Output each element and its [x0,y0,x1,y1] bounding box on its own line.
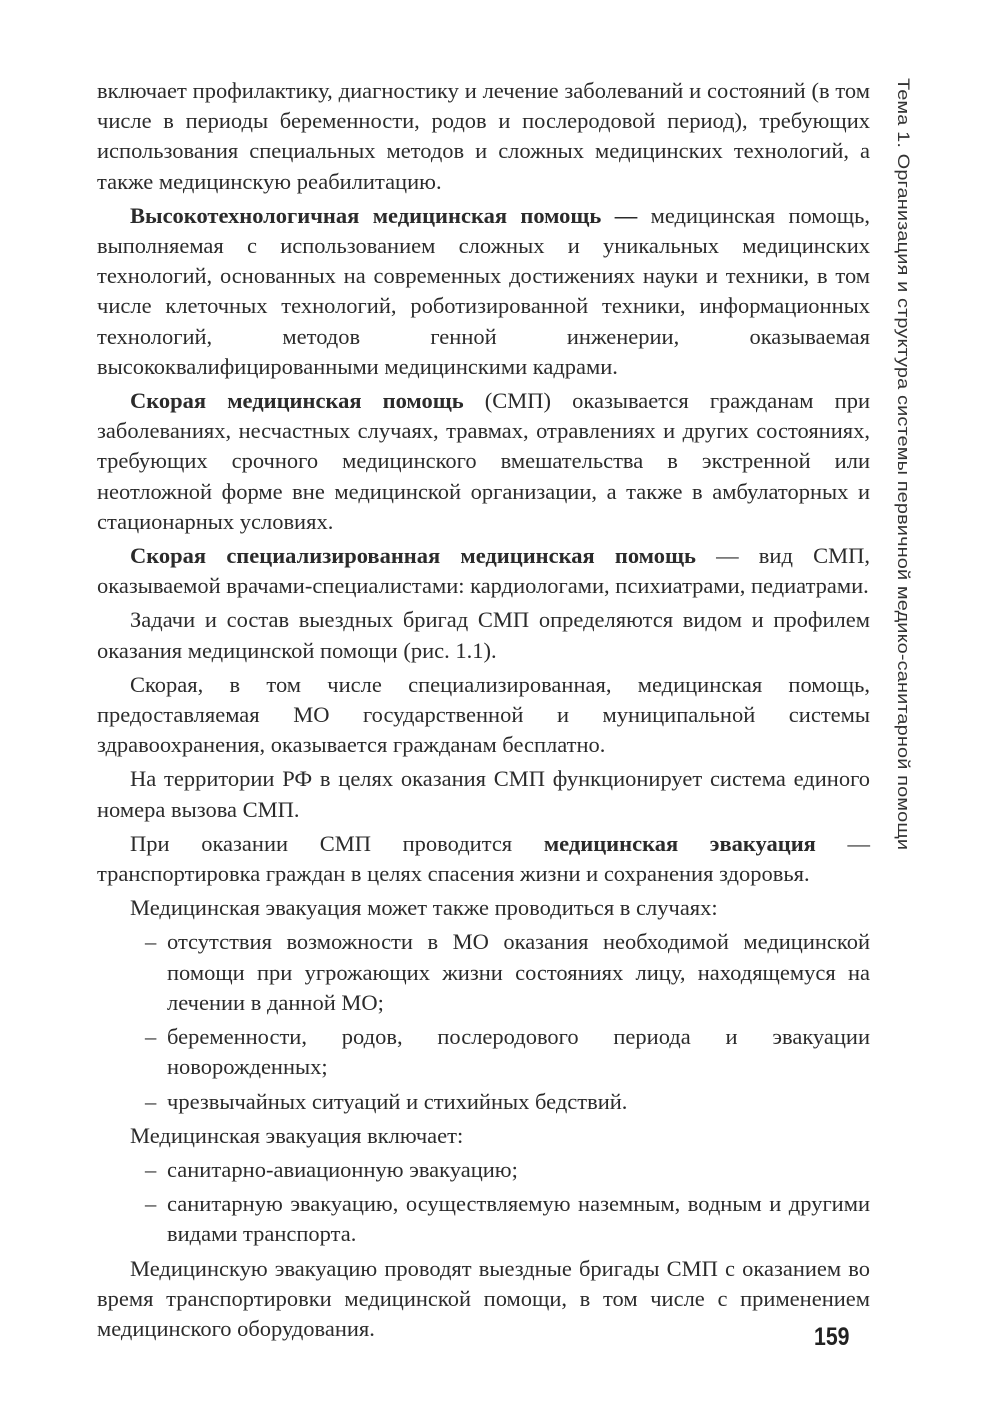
term-high-tech-care: Высокотехнологичная медицинская помощь — [130,202,638,228]
list-item [97,1022,870,1082]
list-item-text: беременности, родов, послеродового периода и эвакуации новорожденных; [167,1024,870,1080]
paragraph-specialized-emergency-care [97,541,870,601]
list-evacuation-types [97,1155,870,1250]
list-item-text: чрезвычайных ситуаций и стихийных бедствий. [167,1088,628,1114]
definition-medical-evacuation: — транспортировка граждан в целях спасения жизни и сохранения здоровья. [97,830,871,887]
paragraph-free-care: Скорая, в том числе специализированная, медицинская помощь, предоставляемая МО государственной и муниципальной системы здравоохранения, оказывается гражданам бесплатно. [97,671,870,758]
paragraph-team-tasks: Задачи и состав выездных бригад СМП определяются видом и профилем оказания медицинской помощи (рис. 1.1). [97,607,870,663]
dash-bullet: – [145,1024,157,1050]
evacuation-lead: При оказании СМП проводится [130,830,544,856]
paragraph-single-number: На территории РФ в целях оказания СМП функционирует система единого номера вызова СМП. [97,766,870,822]
dash-bullet: – [145,1191,157,1217]
paragraph-high-tech-care [97,201,870,382]
list-item-text: санитарную эвакуацию, осуществляемую наземным, водным и другими видами транспорта. [167,1191,870,1247]
dash-bullet: – [145,929,157,955]
paragraph-continuation: включает профилактику, диагностику и лечение заболеваний и состояний (в том числе в периоды беременности, родов и послеродовой период), требующих использования специальных методов и сложных медицинских технологий, а также медицинскую реабилитацию. [97,78,870,194]
paragraph-evacuation-teams: Медицинскую эвакуацию проводят выездные бригады СМП с оказанием во время транспортировки медицинской помощи, в том числе с применением медицинского оборудования. [97,1255,870,1341]
definition-specialized-emergency-care: — вид СМП, оказываемой врачами-специалистами: кардиологами, психиатрами, педиатрами. [97,543,870,599]
definition-high-tech-care: медицинская помощь, выполняемая с использованием сложных и уникальных медицинских технологий, основанных на современных достижениях науки и техники, в том числе клеточных технологий, роботизированной техники, информационных технологий, методов генной инженерии, оказываемая высококвалифицированными медицинскими кадрами. [97,202,871,379]
list-item [97,927,870,1018]
dash-bullet: – [145,1156,157,1182]
list-intro-cases: Медицинская эвакуация может также проводиться в случаях: [130,895,718,921]
page-number: 159 [814,1323,850,1351]
paragraph-evacuation [97,829,870,889]
term-emergency-care: Скорая медицинская помощь [130,388,464,414]
term-medical-evacuation: медицинская эвакуация [543,830,816,856]
list-intro-includes: Медицинская эвакуация включает: [130,1122,464,1148]
list-item [97,1155,870,1185]
list-evacuation-cases [97,927,870,1116]
paragraph-emergency-care [97,386,870,537]
list-item [97,1189,870,1249]
running-header: Тема 1. Организация и структура системы первичной медико-санитарной помощи [893,78,913,851]
list-item-text: отсутствия возможности в МО оказания необходимой медицинской помощи при угрожающих жизни состояниях лицу, находящемуся на лечении в данной МО; [167,929,870,1015]
term-specialized-emergency-care: Скорая специализированная медицинская помощь [130,543,696,569]
list-item-text: санитарно-авиационную эвакуацию; [167,1156,518,1182]
body-text [97,76,870,1348]
definition-emergency-care: (СМП) оказывается гражданам при заболеваниях, несчастных случаях, травмах, отравлениях и других состояниях, требующих срочного медицинского вмешательства в экстренной или неотложной форме вне медицинской организации, а также в амбулаторных и стационарных условиях. [97,388,870,534]
list-item [97,1087,870,1117]
dash-bullet: – [145,1088,157,1114]
